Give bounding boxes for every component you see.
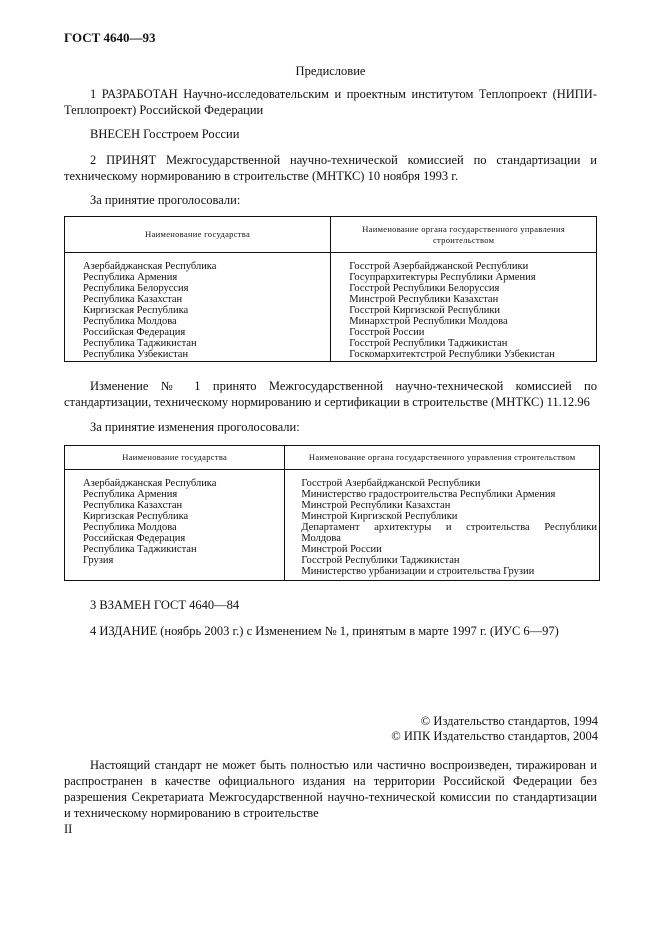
table2-header-body: Наименование органа государственного управления строительством [285,446,600,470]
table2-body: Молдова [301,533,341,544]
table2-body: Минстрой Республики Казахстан [301,500,451,511]
table1-state: Республика Белоруссия [83,283,189,294]
page-number: II [64,822,73,836]
table2-body: Министерство урбанизации и строительства Грузии [301,566,535,577]
paragraph-developed: 1 РАЗРАБОТАН Научно-исследовательским и проектным институтом Теплопроект (НИПИ-Теплопроект) Российской Федерации [64,87,597,117]
table2-body: Департамент архитектуры и строительства Республики [301,522,597,533]
table2-state: Грузия [83,555,114,566]
paragraph-adopted: 2 ПРИНЯТ Межгосударственной научно-технической комиссией по стандартизации и техническому нормированию в строительстве (МНТКС) 10 ноября 1993 г. [64,153,597,183]
table1-state: Республика Казахстан [83,294,183,305]
table2-state: Киргизская Республика [83,511,189,522]
table2-body: Минстрой Киргизской Республики [301,511,458,522]
table2-body: Министерство градостроительства Республики Армения [301,489,556,500]
section-title: Предисловие [295,64,366,78]
table2-body: Минстрой России [301,544,382,555]
document-header: ГОСТ 4640—93 [64,30,156,45]
table1-state: Азербайджанская Республика [83,261,217,272]
paragraph-replaces: 3 ВЗАМЕН ГОСТ 4640—84 [90,598,240,612]
copyright-1994: © Издательство стандартов, 1994 [420,714,598,728]
table1-state: Республика Узбекистан [83,349,189,360]
paragraph-edition: 4 ИЗДАНИЕ (ноябрь 2003 г.) с Изменением № 1, принятым в марте 1997 г. (ИУС 6—97) [90,624,559,638]
table1-state: Республика Молдова [83,316,177,327]
table1-state: Российская Федерация [83,327,186,338]
table1-header-state: Наименование государства [65,217,331,253]
table1-body: Госкомархитектстрой Республики Узбекистан [349,349,555,360]
paragraph-change: Изменение № 1 принято Межгосударственной научно-технической комиссией по стандартизации, техническому нормированию и сертификации в строительстве (МНТКС) 11.12.96 [64,379,597,409]
table2-body: Госстрой Республики Таджикистан [301,555,460,566]
table1-state: Республика Армения [83,272,178,283]
paragraph-introduced: ВНЕСЕН Госстроем России [90,127,240,141]
table2-state: Республика Казахстан [83,500,183,511]
table1-body: Госстрой Киргизской Республики [349,305,501,316]
table2-state: Российская Федерация [83,533,186,544]
table2-body: Госстрой Азербайджанской Республики [301,478,481,489]
table1-body: Госстрой Республики Белоруссия [349,283,500,294]
vote-label-2: За принятие изменения проголосовали: [90,420,300,434]
vote-label-1: За принятие проголосовали: [90,193,241,207]
table2-state: Азербайджанская Республика [83,478,217,489]
table1-body: Госупрархитектуры Республики Армения [349,272,536,283]
table1-body: Госстрой Азербайджанской Республики [349,261,529,272]
table1-body: Минстрой Республики Казахстан [349,294,499,305]
table1-header-body: Наименование органа государственного управления строительством [331,217,597,253]
table1-state: Киргизская Республика [83,305,189,316]
table2-state: Республика Таджикистан [83,544,197,555]
table2-states-cell [65,470,285,581]
table1-bodies-cell [331,253,597,362]
table2-state: Республика Молдова [83,522,177,533]
table1-body: Госстрой России [349,327,425,338]
copyright-2004: © ИПК Издательство стандартов, 2004 [391,729,598,743]
voting-table-1 [64,216,597,362]
voting-table-2 [64,445,600,581]
table1-body: Госстрой Республики Таджикистан [349,338,508,349]
table2-state: Республика Армения [83,489,178,500]
reproduction-notice: Настоящий стандарт не может быть полностью или частично воспроизведен, тиражирован и распространен в качестве официального издания на территории Российской Федерации без разрешения Секретариата Межгосударственной научно-технической комиссии по стандартизации и техническому нормированию в строительстве [64,758,597,820]
table1-body: Минархстрой Республики Молдова [349,316,508,327]
table1-state: Республика Таджикистан [83,338,197,349]
table2-header-state: Наименование государства [65,446,285,470]
table1-states-cell [65,253,331,362]
table2-bodies-cell [285,470,600,581]
